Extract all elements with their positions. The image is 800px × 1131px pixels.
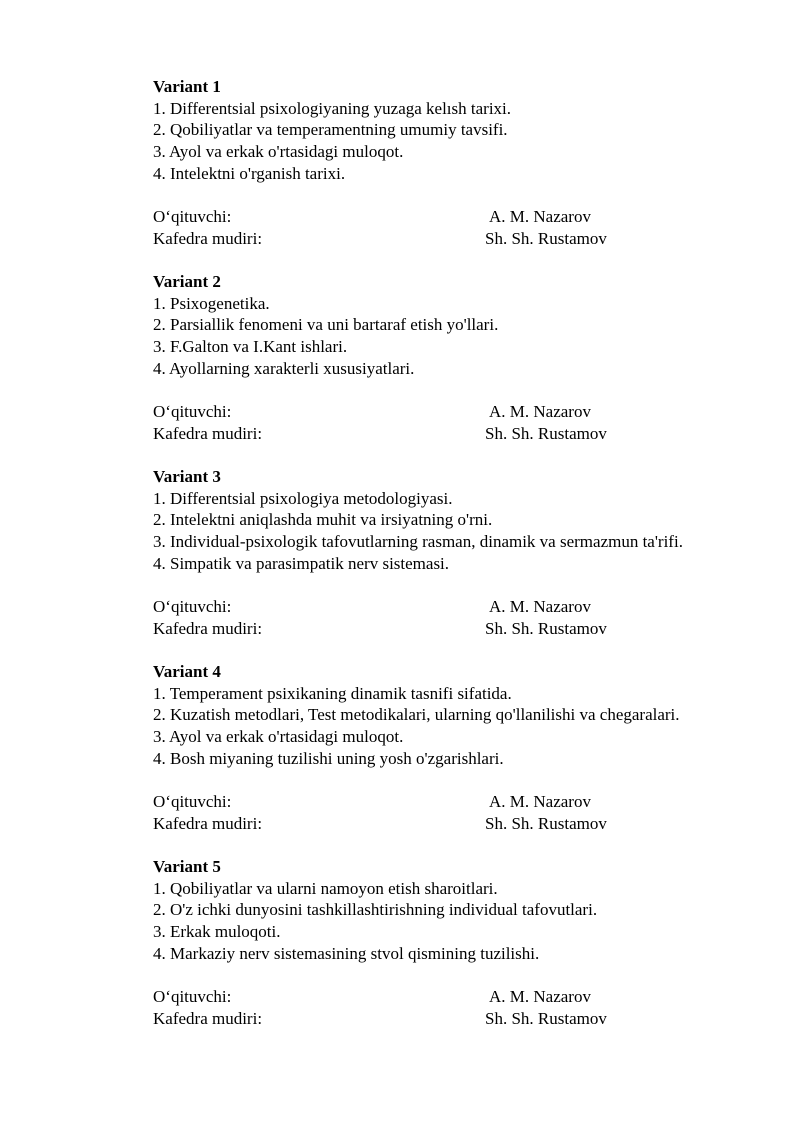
teacher-role-label: O‘qituvchi: <box>153 987 232 1007</box>
question-item: 1. Differentsial psixologiyaning yuzaga kelısh tarixi. <box>153 98 512 118</box>
head-role-label: Kafedra mudiri: <box>153 813 263 833</box>
teacher-role-label: O‘qituvchi: <box>153 207 232 227</box>
variant-title: Variant 4 <box>153 662 221 681</box>
head-name: Sh. Sh. Rustamov <box>485 1008 607 1028</box>
question-item: 1. Differentsial psixologiya metodologiyasi. <box>153 488 453 508</box>
teacher-role-label: O‘qituvchi: <box>153 597 232 617</box>
variant-title: Variant 2 <box>153 272 221 291</box>
variant-block-1 <box>153 76 773 271</box>
variant-block-3 <box>153 466 773 661</box>
question-item: 2. Kuzatish metodlari, Test metodikalari, ularning qo'llanilishi va chegaralari. <box>153 705 680 725</box>
question-item: 4. Markaziy nerv sistemasining stvol qismining tuzilishi. <box>153 943 540 963</box>
question-item: 4. Ayollarning xarakterli xususiyatlari. <box>153 358 415 378</box>
question-item: 3. Individual-psixologik tafovutlarning rasman, dinamik va sermazmun ta'rifi. <box>153 532 683 552</box>
question-item: 2. Qobiliyatlar va temperamentning umumiy tavsifi. <box>153 120 508 140</box>
head-name: Sh. Sh. Rustamov <box>485 228 607 248</box>
variant-title: Variant 3 <box>153 467 221 486</box>
head-role-label: Kafedra mudiri: <box>153 1008 263 1028</box>
question-item: 4. Simpatik va parasimpatik nerv sistemasi. <box>153 553 450 573</box>
variant-block-4 <box>153 661 773 856</box>
teacher-role-label: O‘qituvchi: <box>153 402 232 422</box>
head-name: Sh. Sh. Rustamov <box>485 423 607 443</box>
question-item: 1. Psixogenetika. <box>153 293 270 313</box>
head-signature-line <box>153 1008 773 1030</box>
document-body <box>153 76 773 1051</box>
teacher-signature-line <box>153 596 773 618</box>
teacher-name: A. M. Nazarov <box>489 402 591 422</box>
question-item: 1. Qobiliyatlar va ularni namoyon etish sharoitlari. <box>153 878 498 898</box>
question-item: 3. Erkak muloqoti. <box>153 922 281 942</box>
question-item: 3. Ayol va erkak o'rtasidagi muloqot. <box>153 727 404 747</box>
head-role-label: Kafedra mudiri: <box>153 228 263 248</box>
question-item: 3. Ayol va erkak o'rtasidagi muloqot. <box>153 142 404 162</box>
head-signature-line <box>153 228 773 250</box>
teacher-signature-line <box>153 206 773 228</box>
head-signature-line <box>153 423 773 445</box>
variant-title: Variant 5 <box>153 857 221 876</box>
question-item: 4. Intelektni o'rganish tarixi. <box>153 163 346 183</box>
head-role-label: Kafedra mudiri: <box>153 618 263 638</box>
head-name: Sh. Sh. Rustamov <box>485 618 607 638</box>
question-item: 3. F.Galton va I.Kant ishlari. <box>153 337 348 357</box>
teacher-name: A. M. Nazarov <box>489 987 591 1007</box>
variant-block-2 <box>153 271 773 466</box>
variant-title: Variant 1 <box>153 77 221 96</box>
teacher-signature-line <box>153 401 773 423</box>
question-item: 2. Intelektni aniqlashda muhit va irsiyatning o'rni. <box>153 510 493 530</box>
teacher-signature-line <box>153 791 773 813</box>
teacher-name: A. M. Nazarov <box>489 207 591 227</box>
head-role-label: Kafedra mudiri: <box>153 423 263 443</box>
head-name: Sh. Sh. Rustamov <box>485 813 607 833</box>
question-item: 2. Parsiallik fenomeni va uni bartaraf etish yo'llari. <box>153 315 499 335</box>
head-signature-line <box>153 813 773 835</box>
question-item: 4. Bosh miyaning tuzilishi uning yosh o'zgarishlari. <box>153 748 504 768</box>
question-item: 2. O'z ichki dunyosini tashkillashtirishning individual tafovutlari. <box>153 900 598 920</box>
teacher-name: A. M. Nazarov <box>489 597 591 617</box>
head-signature-line <box>153 618 773 640</box>
teacher-name: A. M. Nazarov <box>489 792 591 812</box>
teacher-role-label: O‘qituvchi: <box>153 792 232 812</box>
teacher-signature-line <box>153 986 773 1008</box>
variant-block-5 <box>153 856 773 1051</box>
question-item: 1. Temperament psixikaning dinamik tasnifi sifatida. <box>153 683 512 703</box>
